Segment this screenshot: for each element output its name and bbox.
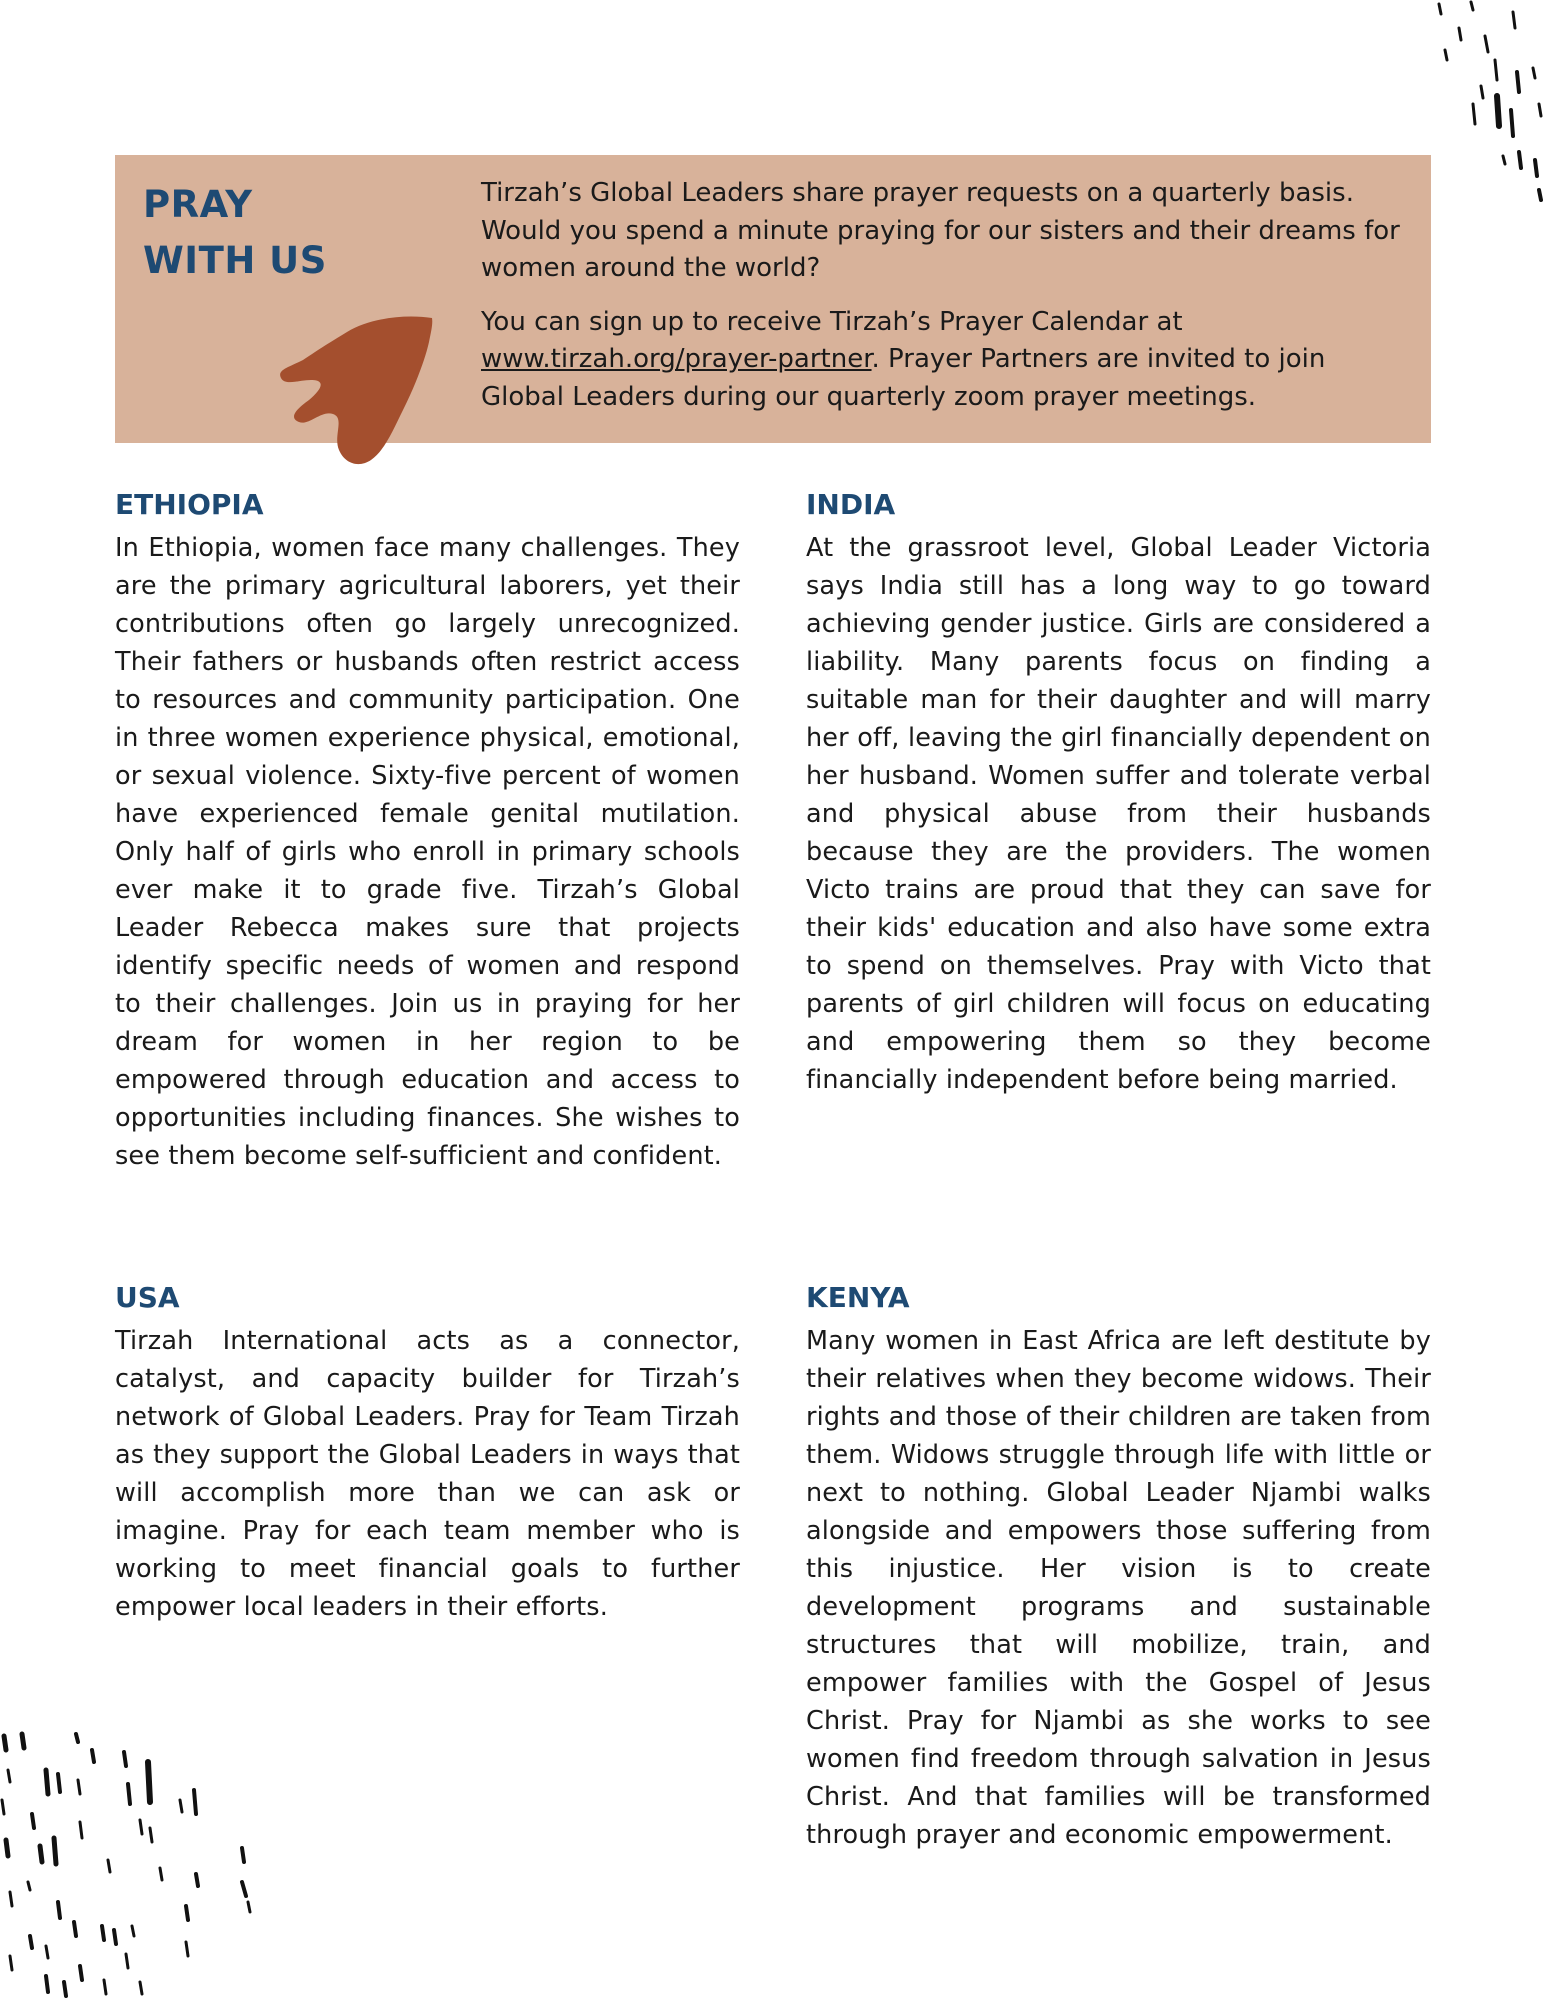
banner-title-line-1: PRAY [143, 183, 253, 226]
banner-paragraph-1: Tirzah’s Global Leaders share prayer requests on a quarterly basis. Would you spend a minute praying for our sisters and their dreams for women around the world? [481, 178, 1400, 283]
section-heading-kenya: KENYA [806, 1281, 910, 1314]
section-body-usa: Tirzah International acts as a connector, catalyst, and capacity builder for Tirzah’s network of Global Leaders. Pray for Team Tirzah as they support the Global Leaders in ways that will accomplish more than we can ask or imagine. Pray for each team member who is working to meet financial goals to further empower local leaders in their efforts. [115, 1326, 740, 1622]
leaf-icon [275, 310, 435, 470]
section-body-india: At the grassroot level, Global Leader Victoria says India still has a long way to go toward achieving gender justice. Girls are considered a liability. Many parents focus on finding a suitable man for their daughter and will marry her off, leaving the girl financially dependent on her husband. Women suffer and tolerate verbal and physical abuse from their husbands because they are the providers. The women Victo trains are proud that they can save for their kids' education and also have some extra to spend on themselves. Pray with Victo that parents of girl children will focus on educating and empowering them so they become financially independent before being married. [806, 533, 1431, 1095]
banner-paragraph-2-tail: . Prayer Partners are invited to join Global Leaders during our quarterly zoom prayer meetings. [481, 344, 1326, 412]
section-heading-india: INDIA [806, 488, 896, 521]
section-kenya [806, 1278, 1431, 1854]
section-usa [115, 1278, 740, 1626]
banner-paragraph-2 [481, 304, 1411, 417]
section-india [806, 485, 1431, 1099]
dash-pattern-bottom-decoration [0, 1730, 260, 2000]
dash-pattern-top-decoration [1435, 0, 1545, 210]
section-body-ethiopia: In Ethiopia, women face many challenges. They are the primary agricultural laborers, yet their contributions often go largely unrecognized. Their fathers or husbands often restrict access to resources and community participation. One in three women experience physical, emotional, or sexual violence. Sixty-five percent of women have experienced female genital mutilation. Only half of girls who enroll in primary schools ever make it to grade five. Tirzah’s Global Leader Rebecca makes sure that projects identify specific needs of women and respond to their challenges. Join us in praying for her dream for women in her region to be empowered through education and access to opportunities including finances. She wishes to see them become self-sufficient and confident. [115, 533, 740, 1171]
prayer-partner-link[interactable]: www.tirzah.org/prayer-partner [481, 344, 872, 374]
section-heading-usa: USA [115, 1281, 180, 1314]
section-body-kenya: Many women in East Africa are left destitute by their relatives when they become widows. Their rights and those of their children are taken from them. Widows struggle through life with little or next to nothing. Global Leader Njambi walks alongside and empowers those suffering from this injustice. Her vision is to create development programs and sustainable structures that will mobilize, train, and empower families with the Gospel of Jesus Christ. Pray for Njambi as she works to see women find freedom through salvation in Jesus Christ. And that families will be transformed through prayer and economic empowerment. [806, 1326, 1431, 1850]
section-heading-ethiopia: ETHIOPIA [115, 488, 264, 521]
banner-text [481, 175, 1411, 432]
section-ethiopia [115, 485, 740, 1175]
banner-title-line-2: WITH US [143, 239, 327, 282]
banner-paragraph-2-lead: You can sign up to receive Tirzah’s Prayer Calendar at [481, 306, 1183, 337]
banner-title [143, 177, 327, 289]
